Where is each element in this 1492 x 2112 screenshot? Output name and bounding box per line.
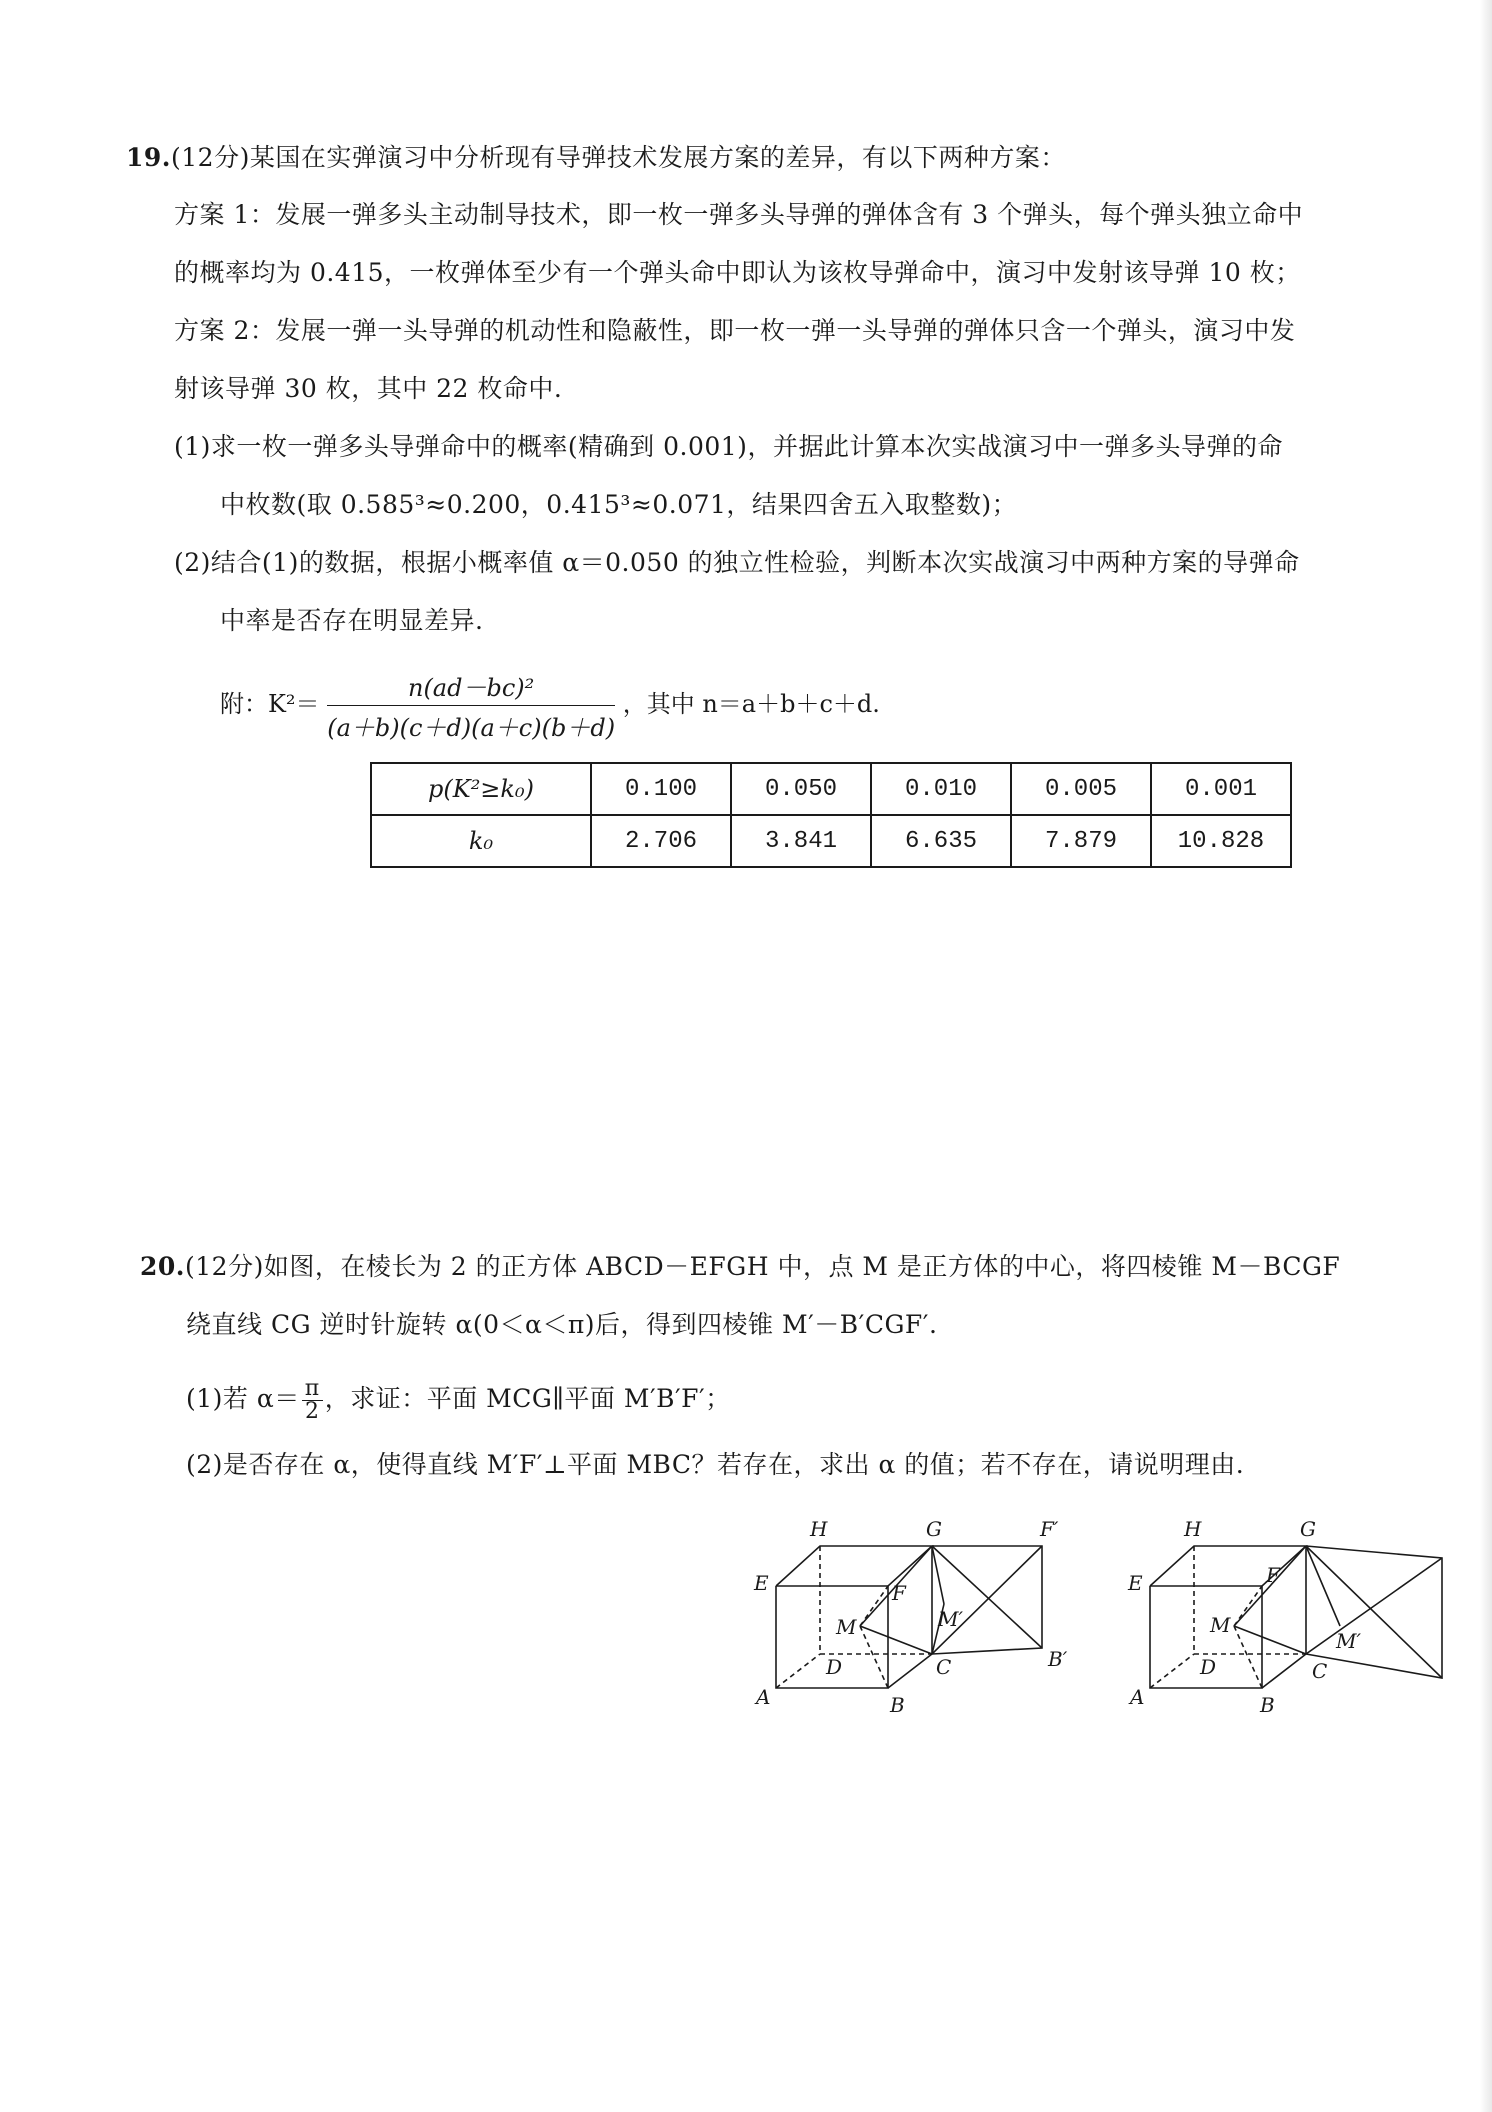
q20-part2: (2)是否存在 α，使得直线 M′F′⊥平面 MBC？若存在，求出 α 的值；若不存在，请说明理由. bbox=[186, 1450, 1245, 1479]
label-F: F bbox=[892, 1581, 906, 1605]
q20-line1 bbox=[140, 1252, 1340, 1282]
pi-over-2-fraction bbox=[302, 1378, 323, 1423]
page-edge-shadow bbox=[1480, 0, 1492, 2112]
formula-denominator: (a＋b)(c＋d)(a＋c)(b＋d) bbox=[327, 714, 616, 742]
table-cell: 2.706 bbox=[591, 815, 731, 867]
table-cell: 6.635 bbox=[871, 815, 1011, 867]
table-cell: 0.005 bbox=[1011, 763, 1151, 815]
cube-figure-2 bbox=[1110, 1508, 1460, 1728]
table-cell: 3.841 bbox=[731, 815, 871, 867]
label-A: A bbox=[756, 1685, 771, 1709]
label-A: A bbox=[1130, 1685, 1145, 1709]
label-D: D bbox=[1200, 1655, 1217, 1679]
label-M-prime: M′ bbox=[938, 1607, 964, 1631]
label-M-prime: M′ bbox=[1336, 1629, 1362, 1653]
q19-appendix-formula bbox=[220, 668, 880, 743]
q19-plan1-line1: 方案 1：发展一弹多头主动制导技术，即一枚一弹多头导弹的弹体含有 3 个弹头，每个弹头独立命中 bbox=[174, 200, 1304, 229]
top-face bbox=[776, 1546, 932, 1586]
label-B: B bbox=[1260, 1693, 1275, 1717]
q19-header: (12分)某国在实弹演习中分析现有导弹技术发展方案的差异，有以下两种方案： bbox=[171, 143, 1066, 172]
q20-number: 20. bbox=[140, 1252, 185, 1281]
label-B: B bbox=[890, 1693, 905, 1717]
q19-header-line bbox=[126, 143, 1066, 173]
q19-part2-line1: (2)结合(1)的数据，根据小概率值 α＝0.050 的独立性检验，判断本次实战演习中两种方案的导弹命 bbox=[174, 548, 1300, 577]
table-cell: 0.100 bbox=[591, 763, 731, 815]
label-E: E bbox=[1128, 1571, 1143, 1595]
table-cell: 0.010 bbox=[871, 763, 1011, 815]
label-G: G bbox=[1300, 1517, 1316, 1541]
part1-prefix: (1)若 α＝ bbox=[186, 1384, 300, 1413]
label-H: H bbox=[810, 1517, 828, 1541]
label-F-prime: F′ bbox=[1040, 1517, 1059, 1541]
frac-den: 2 bbox=[304, 1399, 320, 1424]
right-edges bbox=[888, 1546, 932, 1688]
top-face bbox=[1150, 1546, 1306, 1586]
label-M: M bbox=[836, 1615, 857, 1639]
label-D: D bbox=[826, 1655, 843, 1679]
k-squared-fraction bbox=[327, 668, 615, 743]
table-cell: 10.828 bbox=[1151, 815, 1291, 867]
table-cell: 7.879 bbox=[1011, 815, 1151, 867]
table-cell: 0.001 bbox=[1151, 763, 1291, 815]
table-header-k: k₀ bbox=[371, 815, 591, 867]
q19-part1-line1: (1)求一枚一弹多头导弹命中的概率(精确到 0.001)，并据此计算本次实战演习中一弹多头导弹的命 bbox=[174, 432, 1283, 461]
q19-part1-line2: 中枚数(取 0.585³≈0.200，0.415³≈0.071，结果四舍五入取整数)； bbox=[220, 490, 1018, 519]
label-C: C bbox=[1312, 1659, 1328, 1683]
table-row bbox=[371, 815, 1291, 867]
q20-part1 bbox=[186, 1378, 731, 1423]
appendix-prefix: 附：K²＝ bbox=[220, 690, 320, 718]
q19-plan2-line1: 方案 2：发展一弹一头导弹的机动性和隐蔽性，即一枚一弹一头导弹的弹体只含一个弹头，演习中发 bbox=[174, 316, 1296, 345]
cube-figure-1 bbox=[740, 1508, 1090, 1728]
label-B-prime: B′ bbox=[1048, 1647, 1068, 1671]
label-C: C bbox=[936, 1655, 952, 1679]
appendix-suffix: ，其中 n＝a＋b＋c＋d. bbox=[622, 690, 880, 718]
q19-part2-line2: 中率是否存在明显差异. bbox=[220, 606, 484, 635]
q19-number: 19. bbox=[126, 143, 171, 172]
label-H: H bbox=[1184, 1517, 1202, 1541]
q19-plan1-line2: 的概率均为 0.415，一枚弹体至少有一个弹头命中即认为该枚导弹命中，演习中发射该导弹 10 枚； bbox=[174, 258, 1301, 287]
q20-intro: (12分)如图，在棱长为 2 的正方体 ABCD－EFGH 中，点 M 是正方体的中心，将四棱锥 M－BCGF bbox=[185, 1252, 1341, 1281]
part1-suffix: ，求证：平面 MCG∥平面 M′B′F′； bbox=[324, 1384, 731, 1413]
label-E: E bbox=[754, 1571, 769, 1595]
table-row bbox=[371, 763, 1291, 815]
critical-value-table bbox=[370, 762, 1292, 868]
q19-plan2-line2: 射该导弹 30 枚，其中 22 枚命中. bbox=[174, 374, 563, 403]
table-cell: 0.050 bbox=[731, 763, 871, 815]
formula-numerator: n(ad－bc)² bbox=[327, 668, 615, 706]
label-M: M bbox=[1210, 1613, 1231, 1637]
label-G: G bbox=[926, 1517, 942, 1541]
table-header-p: p(K²≥k₀) bbox=[371, 763, 591, 815]
q20-line2: 绕直线 CG 逆时针旋转 α(0＜α＜π)后，得到四棱锥 M′－B′CGF′. bbox=[186, 1310, 938, 1339]
frac-num: π bbox=[302, 1378, 323, 1401]
label-F: F bbox=[1266, 1563, 1280, 1587]
